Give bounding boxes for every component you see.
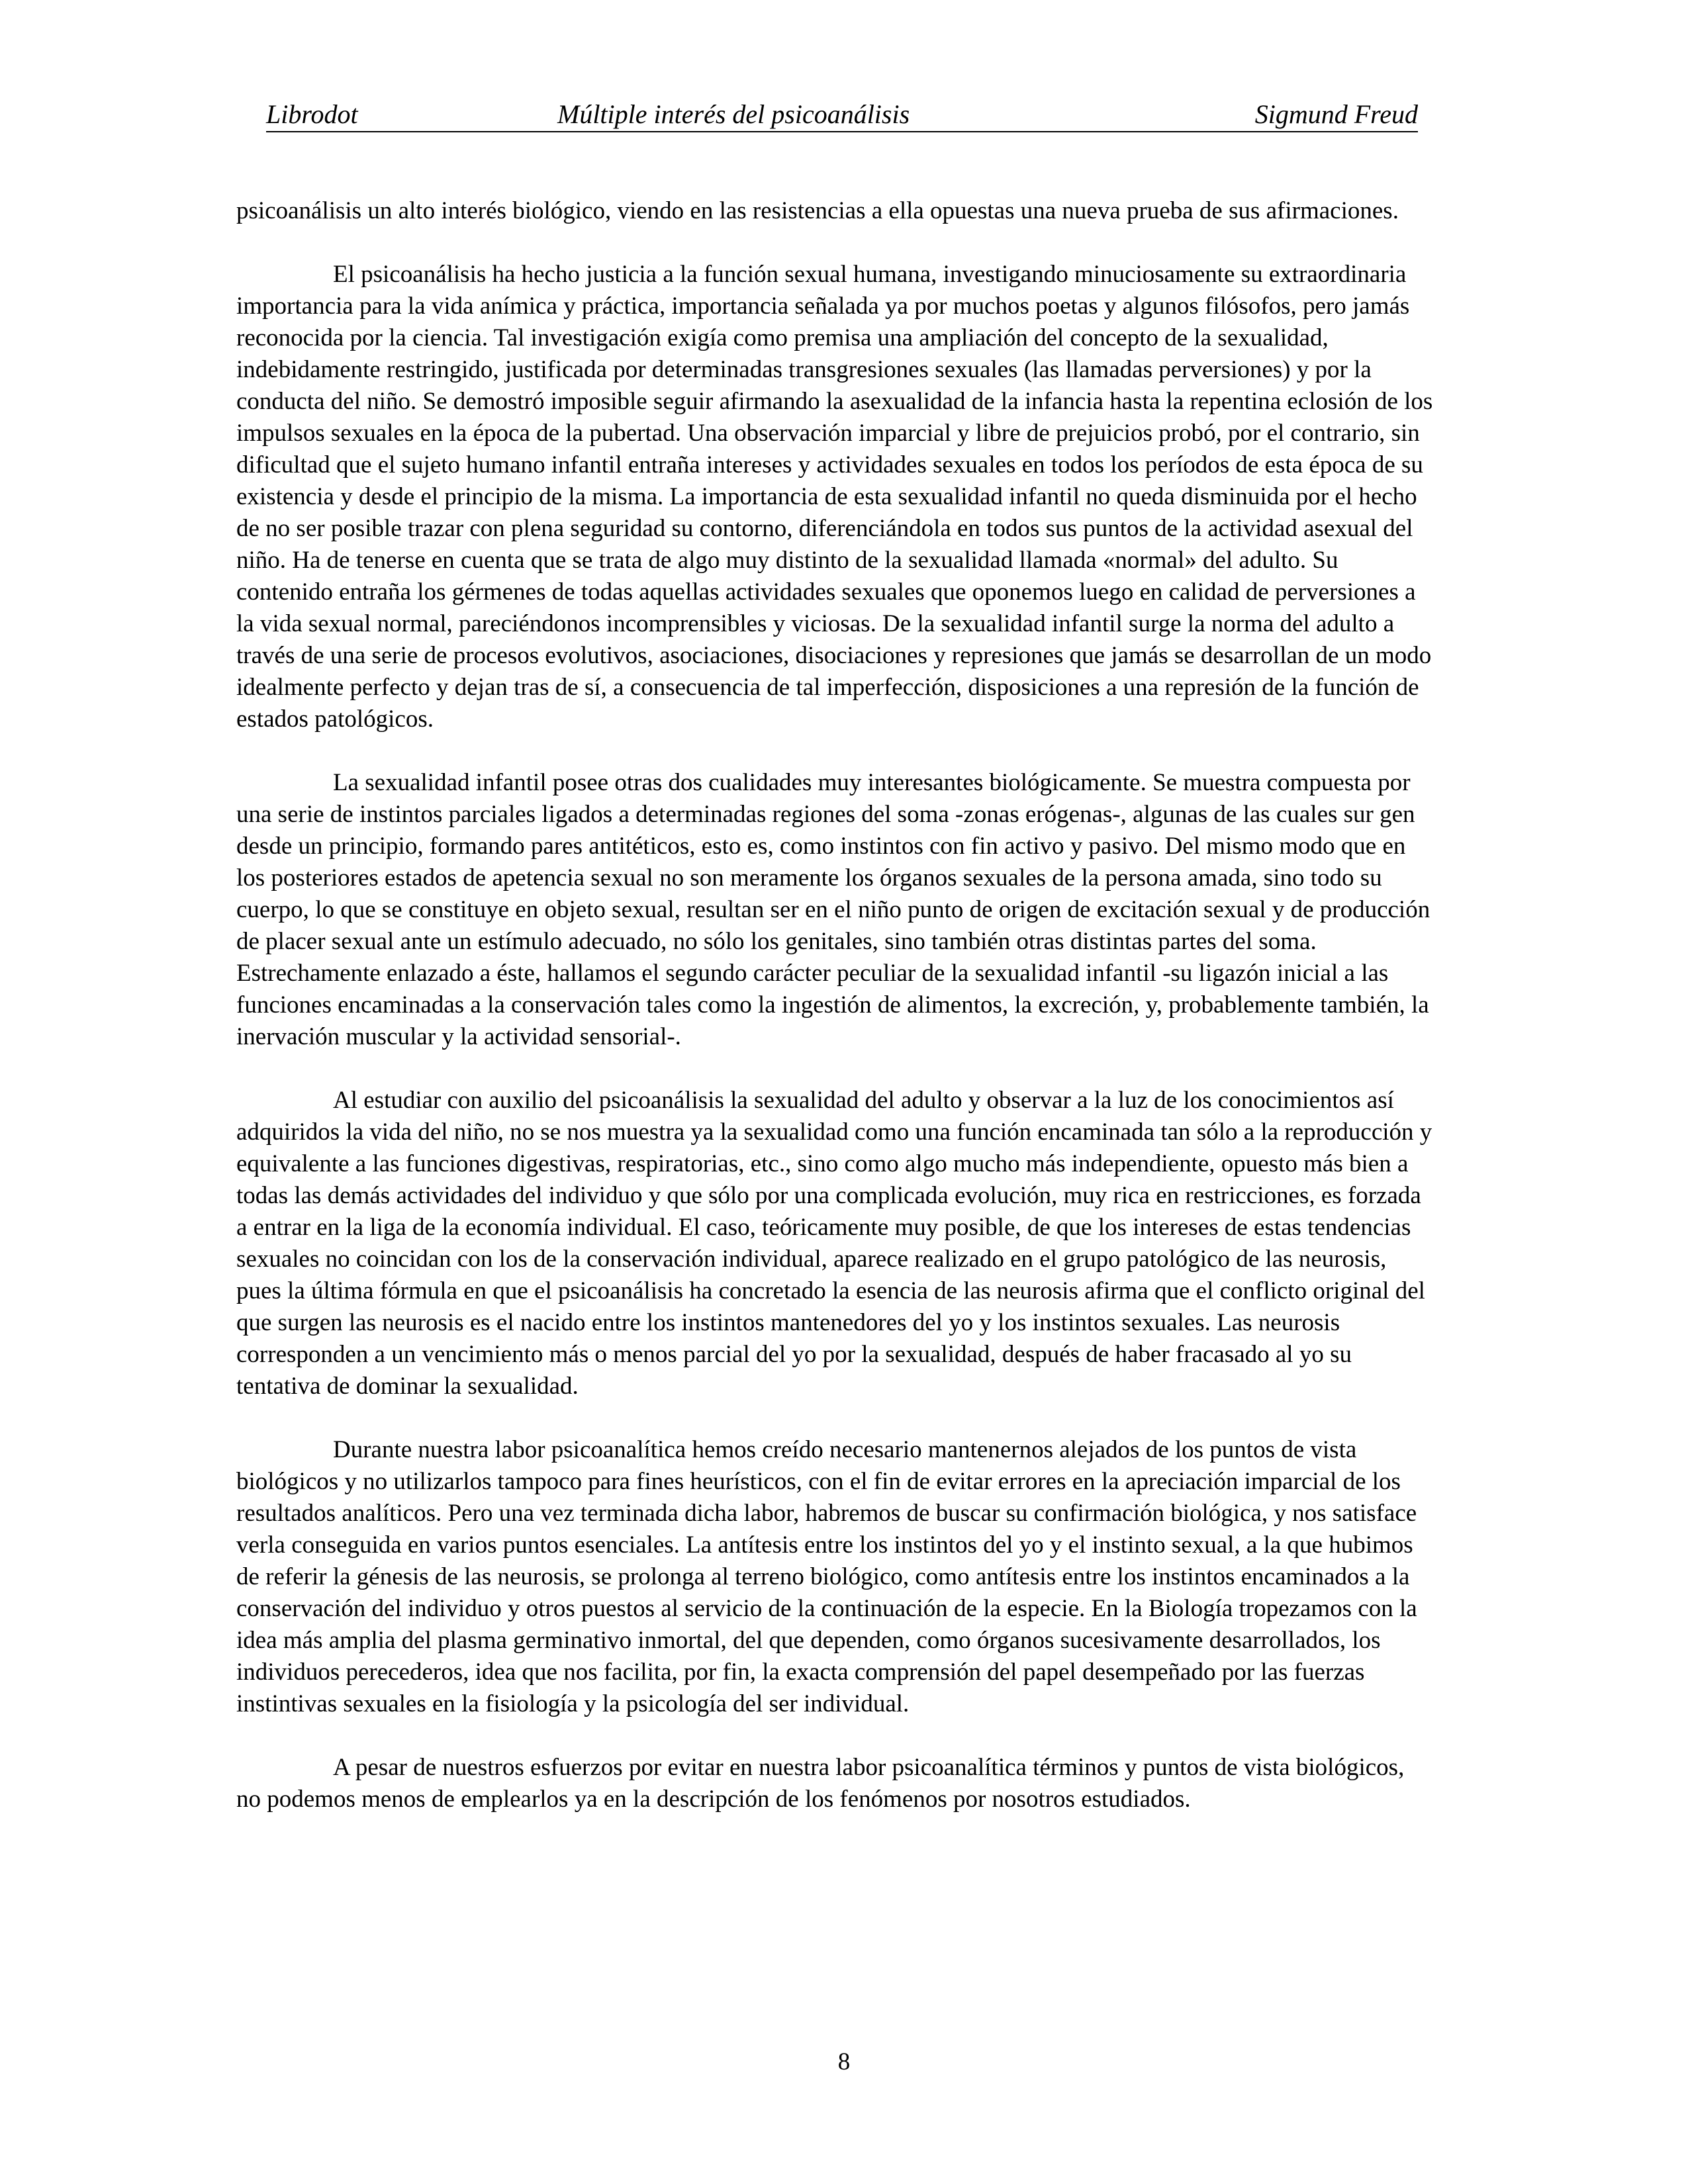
paragraph: La sexualidad infantil posee otras dos cualidades muy interesantes biológicamente. Se muestra compuesta por una serie de instintos parciales ligados a determinadas regiones del soma -zonas erógenas-, algunas de las cuales sur gen desde un principio, formando pares antitéticos, esto es, como instintos con fin activo y pasivo. Del mismo modo que en los posteriores estados de apetencia sexual no son meramente los órganos sexuales de la persona amada, sino todo su cuerpo, lo que se constituye en objeto sexual, resultan ser en el niño punto de origen de excitación sexual y de producción de placer sexual ante un estímulo adecuado, no sólo los genitales, sino también otras distintas partes del soma. Estrechamente enlazado a éste, hallamos el segundo carácter peculiar de la sexualidad infantil -su ligazón inicial a las funciones encaminadas a la conservación tales como la ingestión de alimentos, la excreción, y, probablemente también, la inervación muscular y la actividad sensorial-. [236,769,1430,1050]
header-title: Múltiple interés del psicoanálisis [557,99,910,129]
body-text [236,195,1434,1847]
paragraph-continuation: psicoanálisis un alto interés biológico, viendo en las resistencias a ella opuestas una nueva prueba de sus afirmaciones. [236,197,1399,224]
paragraph: El psicoanálisis ha hecho justicia a la función sexual humana, investigando minuciosamente su extraordinaria importancia para la vida anímica y práctica, importancia señalada ya por muchos poetas y algunos filósofos, pero jamás reconocida por la ciencia. Tal investigación exigía como premisa una ampliación del concepto de la sexualidad, indebidamente restringido, justificada por determinadas transgresiones sexuales (las llamadas perversiones) y por la conducta del niño. Se demostró imposible seguir afirmando la asexualidad de la infancia hasta la repentina eclosión de los impulsos sexuales en la época de la pubertad. Una observación imparcial y libre de prejuicios probó, por el contrario, sin dificultad que el sujeto humano infantil entraña intereses y actividades sexuales en todos los períodos de esta época de su existencia y desde el principio de la misma. La importancia de esta sexualidad infantil no queda disminuida por el hecho de no ser posible trazar con plena seguridad su contorno, diferenciándola en todos sus puntos de la actividad asexual del niño. Ha de tenerse en cuenta que se trata de algo muy distinto de la sexualidad llamada «normal» del adulto. Su contenido entraña los gérmenes de todas aquellas actividades sexuales que oponemos luego en calidad de perversiones a la vida sexual normal, pareciéndonos incomprensibles y viciosas. De la sexualidad infantil surge la norma del adulto a través de una serie de procesos evolutivos, asociaciones, disociaciones y represiones que jamás se desarrollan de un modo idealmente perfecto y dejan tras de sí, a consecuencia de tal imperfección, disposiciones a una represión de la función de estados patológicos. [236,261,1433,733]
running-header [266,98,1418,132]
header-source: Librodot [266,99,358,129]
page-number: 8 [837,2048,851,2075]
paragraph: Al estudiar con auxilio del psicoanálisis la sexualidad del adulto y observar a la luz de los conocimientos así adquiridos la vida del niño, no se nos muestra ya la sexualidad como una función encaminada tan sólo a la reproducción y equivalente a las funciones digestivas, respiratorias, etc., sino como algo mucho más independiente, opuesto más bien a todas las demás actividades del individuo y que sólo por una complicada evolución, muy rica en restricciones, es forzada a entrar en la liga de la economía individual. El caso, teóricamente muy posible, de que los intereses de estas tendencias sexuales no coincidan con los de la conservación individual, aparece realizado en el grupo patológico de las neurosis, pues la última fórmula en que el psicoanálisis ha concretado la esencia de las neurosis afirma que el conflicto original del que surgen las neurosis es el nacido entre los instintos mantenedores del yo y los instintos sexuales. Las neurosis corresponden a un vencimiento más o menos parcial del yo por la sexualidad, después de haber fracasado al yo su tentativa de dominar la sexualidad. [236,1087,1432,1400]
paragraph: Durante nuestra labor psicoanalítica hemos creído necesario mantenernos alejados de los puntos de vista biológicos y no utilizarlos tampoco para fines heurísticos, con el fin de evitar errores en la apreciación imparcial de los resultados analíticos. Pero una vez terminada dicha labor, habremos de buscar su confirmación biológica, y nos satisface verla conseguida en varios puntos esenciales. La antítesis entre los instintos del yo y el instinto sexual, a la que hubimos de referir la génesis de las neurosis, se prolonga al terreno biológico, como antítesis entre los instintos encaminados a la conservación del individuo y otros puestos al servicio de la continuación de la especie. En la Biología tropezamos con la idea más amplia del plasma germinativo inmortal, del que dependen, como órganos sucesivamente desarrollados, los individuos perecederos, idea que nos facilita, por fin, la exacta comprensión del papel desempeñado por las fuerzas instintivas sexuales en la fisiología y la psicología del ser individual. [236,1436,1417,1717]
paragraph: A pesar de nuestros esfuerzos por evitar en nuestra labor psicoanalítica términos y puntos de vista biológicos, no podemos menos de emplearlos ya en la descripción de los fenómenos por nosotros estudiados. [236,1754,1405,1813]
header-author: Sigmund Freud [1254,99,1418,129]
